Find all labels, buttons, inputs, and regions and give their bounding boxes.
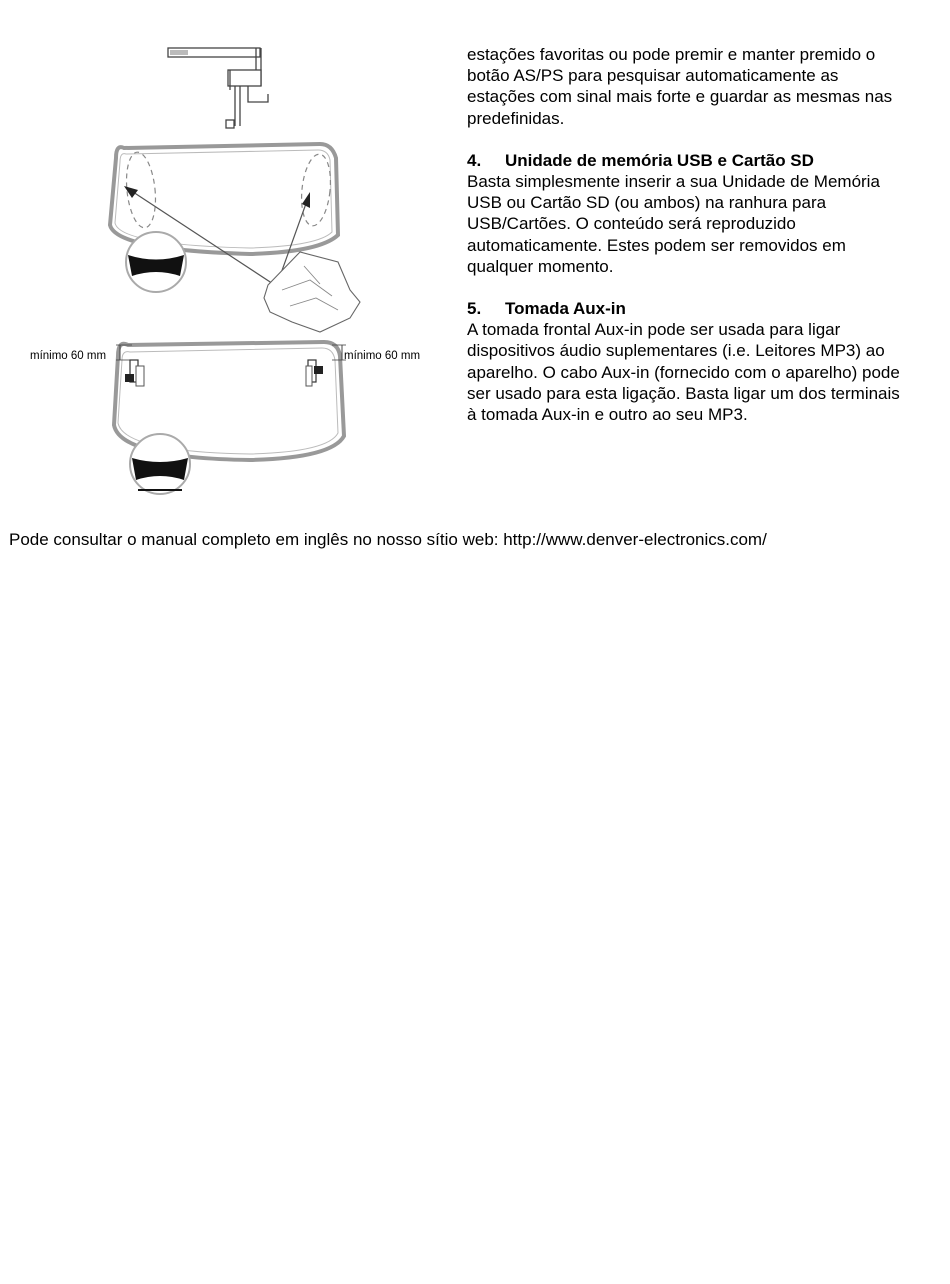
- intro-paragraph: estações favoritas ou pode premir e manter premido o botão AS/PS para pesquisar automaticamente as estações com sinal mais forte e guardar as mesmas nas predefinidas.: [467, 45, 893, 128]
- section-body: A tomada frontal Aux-in pode ser usada para ligar dispositivos áudio suplementares (i.e. Leitores MP3) ao aparelho. O cabo Aux-in (fornecido com o aparelho) pode ser usado para esta ligação. Basta ligar um dos terminais à tomada Aux-in e outro ao seu MP3.: [467, 320, 900, 425]
- mount-bracket-drawing: [168, 48, 268, 128]
- instructions-column: [467, 44, 907, 425]
- manual-website-note: Pode consultar o manual completo em inglês no nosso sítio web: http://www.denver-electronics.com/: [9, 530, 767, 549]
- section-number: 5.: [467, 299, 482, 319]
- section-body: Basta simplesmente inserir a sua Unidade de Memória USB ou Cartão SD (ou ambos) na ranhura para USB/Cartões. O conteúdo será reproduzido automaticamente. Estes podem ser removidos em qualquer momento.: [467, 172, 880, 276]
- installation-figure: [20, 40, 440, 500]
- windshield-lower: [30, 342, 420, 494]
- dimension-label-left: mínimo 60 mm: [30, 350, 107, 362]
- windshield-upper: [110, 144, 360, 332]
- section-aux-in: [467, 298, 907, 425]
- section-title: Tomada Aux-in: [505, 299, 626, 319]
- dimension-label-right: mínimo 60 mm: [344, 350, 421, 362]
- section-usb-sd: [467, 150, 907, 277]
- section-heading: [467, 150, 907, 171]
- section-title: Unidade de memória USB e Cartão SD: [505, 150, 814, 170]
- installation-illustration: [20, 40, 440, 500]
- section-heading: [467, 298, 907, 319]
- section-number: 4.: [467, 150, 482, 170]
